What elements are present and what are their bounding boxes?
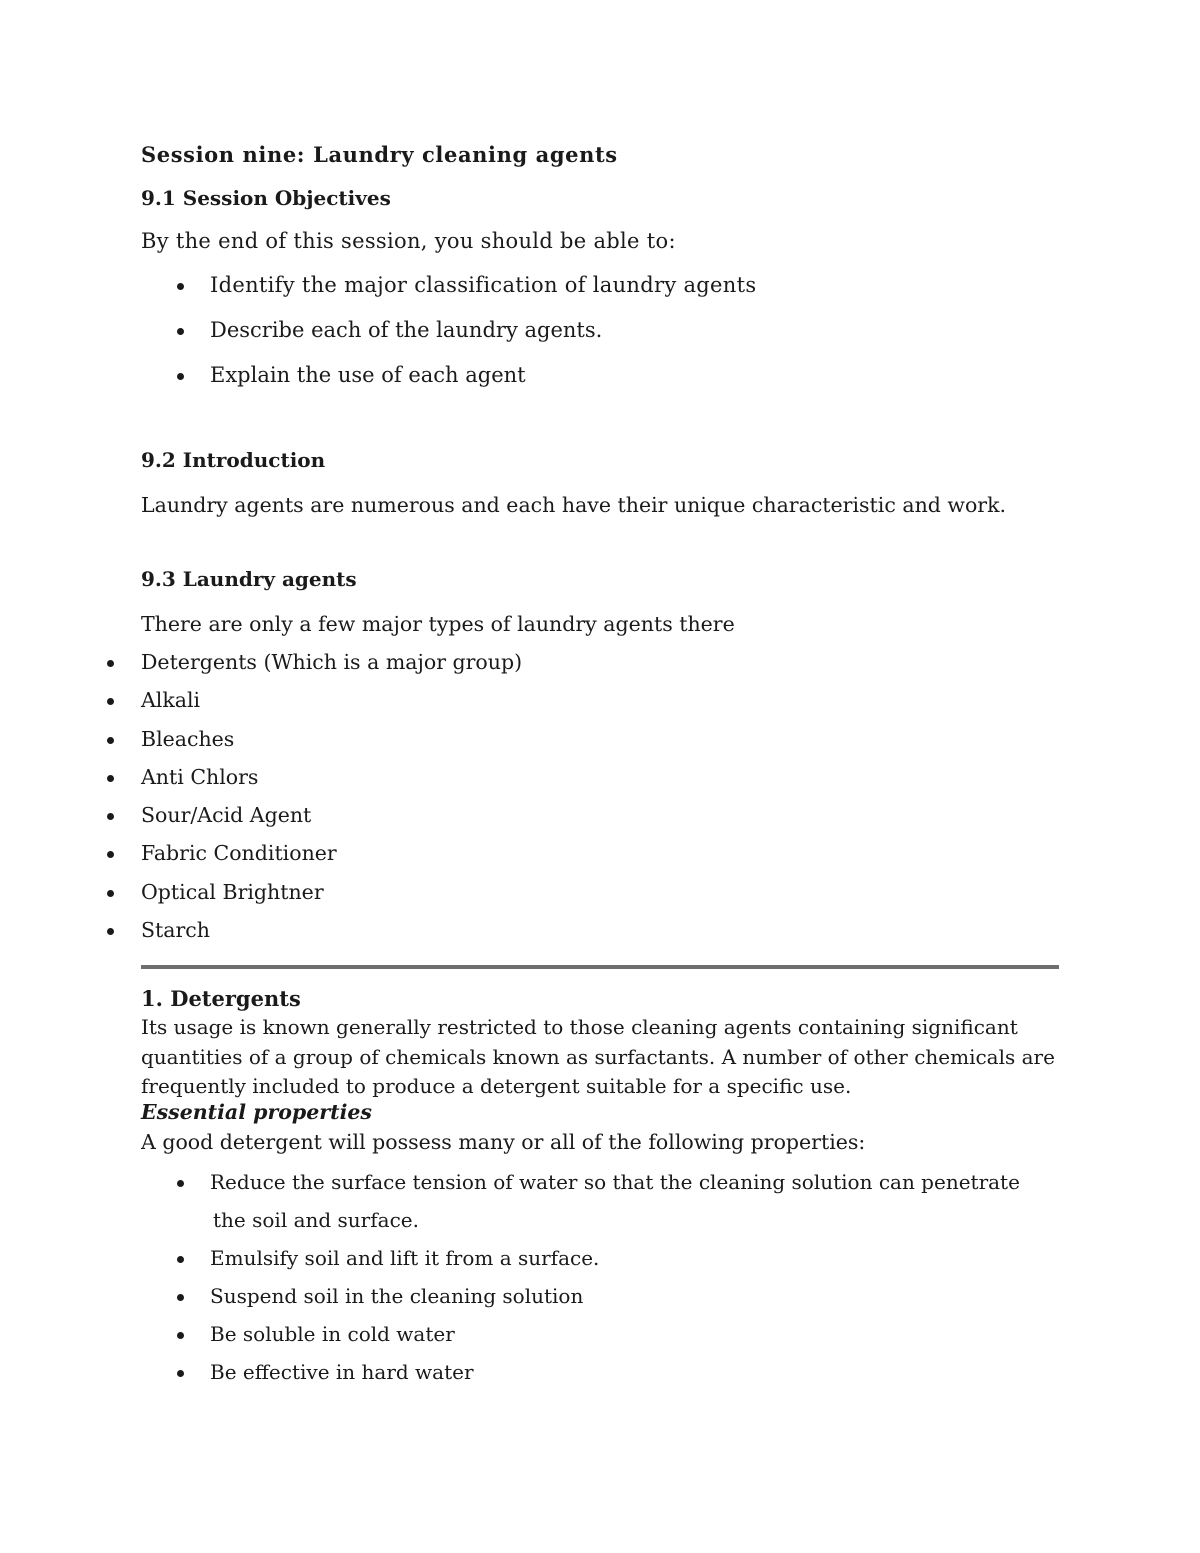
objectives-heading: 9.1 Session Objectives [141, 186, 391, 210]
bullet-icon [107, 890, 114, 897]
essential-properties-heading: Essential properties [141, 1100, 372, 1124]
agent-item: Fabric Conditioner [141, 841, 337, 865]
objective-item: Describe each of the laundry agents. [210, 318, 603, 342]
page-title: Session nine: Laundry cleaning agents [141, 142, 618, 167]
property-item: Reduce the surface tension of water so that the cleaning solution can penetrate [210, 1170, 1020, 1194]
agent-item: Optical Brightner [141, 880, 324, 904]
property-item: Suspend soil in the cleaning solution [210, 1284, 584, 1308]
objectives-intro: By the end of this session, you should be able to: [141, 229, 676, 253]
bullet-icon [107, 928, 114, 935]
agent-item: Starch [141, 918, 210, 942]
bullet-icon [177, 328, 184, 335]
objective-item: Identify the major classification of laundry agents [210, 273, 757, 297]
bullet-icon [177, 1332, 184, 1339]
horizontal-divider [141, 965, 1059, 969]
property-item: Emulsify soil and lift it from a surface. [210, 1246, 600, 1270]
agent-item: Bleaches [141, 727, 235, 751]
bullet-icon [107, 660, 114, 667]
bullet-icon [177, 1180, 184, 1187]
agents-heading: 9.3 Laundry agents [141, 567, 357, 591]
agents-intro: There are only a few major types of laundry agents there [141, 612, 735, 636]
bullet-icon [177, 1256, 184, 1263]
bullet-icon [107, 775, 114, 782]
bullet-icon [177, 1370, 184, 1377]
introduction-heading: 9.2 Introduction [141, 448, 326, 472]
bullet-icon [107, 698, 114, 705]
agent-item: Detergents (Which is a major group) [141, 650, 523, 674]
objective-item: Explain the use of each agent [210, 363, 526, 387]
bullet-icon [107, 737, 114, 744]
bullet-icon [107, 851, 114, 858]
agent-item: Sour/Acid Agent [141, 803, 312, 827]
properties-intro: A good detergent will possess many or all of the following properties: [141, 1130, 866, 1154]
property-item-continuation: the soil and surface. [213, 1208, 419, 1232]
bullet-icon [177, 283, 184, 290]
bullet-icon [177, 1294, 184, 1301]
agent-item: Anti Chlors [141, 765, 259, 789]
agent-item: Alkali [141, 688, 201, 712]
bullet-icon [177, 373, 184, 380]
property-item: Be effective in hard water [210, 1360, 474, 1384]
property-item: Be soluble in cold water [210, 1322, 455, 1346]
bullet-icon [107, 813, 114, 820]
detergents-heading: 1. Detergents [141, 986, 301, 1011]
detergents-paragraph: Its usage is known generally restricted to those cleaning agents containing significant quantities of a group of chemicals known as surfactants. A number of other chemicals are frequently included to produce a detergent suitable for a specific use. [141, 1015, 1055, 1098]
introduction-text: Laundry agents are numerous and each have their unique characteristic and work. [141, 493, 1007, 517]
